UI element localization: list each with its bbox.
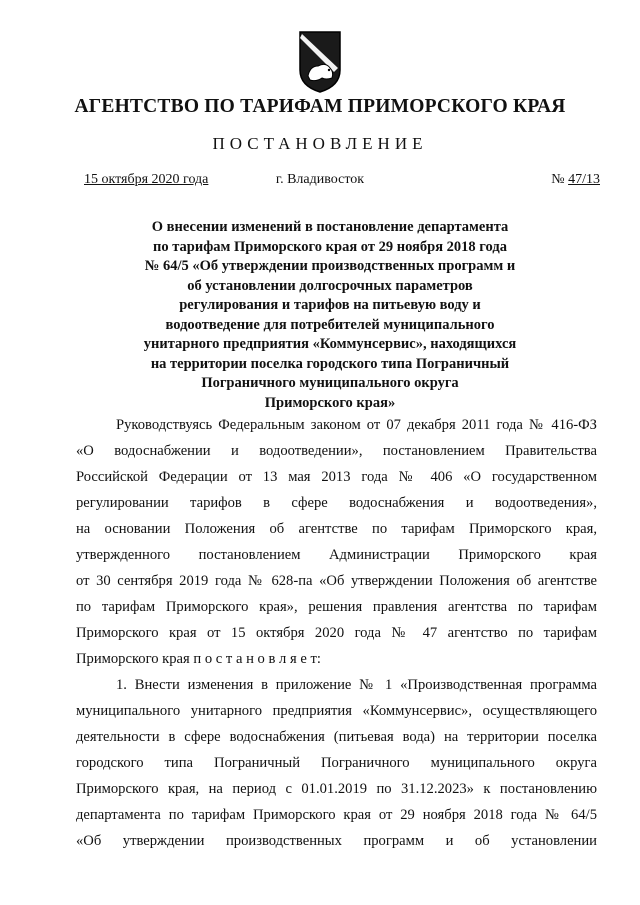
primorsky-krai-coat-of-arms-icon	[296, 30, 344, 94]
title-line: об установлении долгосрочных параметров	[187, 277, 473, 294]
title-line: по тарифам Приморского края от 29 ноября 2018 года	[153, 238, 507, 255]
title-line: Пограничного муниципального округа	[201, 375, 459, 391]
title-line: № 64/5 «Об утверждении производственных программ и	[144, 258, 516, 274]
preamble-line: утвержденного постановлением Администрации Приморского края	[76, 547, 597, 563]
item-1-line: городского типа Пограничный Пограничного муниципального округа	[76, 755, 597, 771]
document-number	[551, 172, 600, 188]
preamble-line: от 30 сентября 2019 года № 628-па «Об утверждении Положения об агентстве	[76, 573, 597, 589]
document-body	[76, 412, 597, 854]
preamble-line: Приморского края от 15 октября 2020 года № 47 агентство по тарифам	[76, 625, 597, 641]
preamble-line: «О водоснабжении и водоотведении», постановлением Правительства	[76, 443, 597, 459]
preamble-line: Российской Федерации от 13 мая 2013 года № 406 «О государственном	[76, 469, 597, 485]
document-date: 15 октября 2020 года	[84, 172, 209, 187]
item-1-line: «Об утверждении производственных программ и об установлении	[76, 833, 597, 849]
title-line: на территории поселка городского типа Пограничный	[150, 355, 510, 372]
title-line: водоотведение для потребителей муниципального	[165, 316, 495, 333]
title-line: О внесении изменений в постановление департамента	[151, 219, 509, 235]
item-1-paragraph	[76, 672, 597, 854]
item-1-line: деятельности в сфере водоснабжения (питьевая вода) на территории поселка	[76, 729, 597, 745]
preamble-line: Руководствуясь Федеральным законом от 07 декабря 2011 года № 416-ФЗ	[116, 417, 597, 433]
title-line: регулирования и тарифов на питьевую воду и	[179, 297, 481, 313]
resolves-word: п о с т а н о в л я е т:	[193, 651, 321, 667]
title-line: унитарного предприятия «Коммунсервис», находящихся	[143, 336, 517, 352]
preamble-last-line	[76, 646, 597, 672]
title-line: Приморского края»	[264, 394, 396, 411]
document-city: г. Владивосток	[275, 172, 365, 187]
item-1-line: департамента по тарифам Приморского края от 29 ноября 2018 года № 64/5	[76, 807, 597, 823]
item-1-line: муниципального унитарного предприятия «Коммунсервис», осуществляющего	[76, 703, 597, 719]
preamble-line: на основании Положения об агентстве по тарифам Приморского края,	[76, 521, 597, 537]
item-1-line: Приморского края, на период с 01.01.2019 по 31.12.2023» к постановлению	[76, 781, 597, 797]
document-type: ПОСТАНОВЛЕНИЕ	[212, 134, 428, 153]
preamble-line: по тарифам Приморского края», решения правления агентства по тарифам	[76, 599, 597, 615]
preamble-end: Приморского края	[76, 651, 190, 667]
preamble-paragraph	[76, 412, 597, 672]
number-value: 47/13	[568, 172, 600, 187]
preamble-line: регулировании тарифов в сфере водоснабжения и водоотведения»,	[76, 495, 597, 511]
item-1-line: 1. Внести изменения в приложение № 1 «Производственная программа	[116, 677, 597, 693]
agency-heading: АГЕНТСТВО ПО ТАРИФАМ ПРИМОРСКОГО КРАЯ	[74, 96, 566, 117]
number-prefix: №	[551, 172, 565, 187]
resolution-title	[70, 218, 590, 413]
